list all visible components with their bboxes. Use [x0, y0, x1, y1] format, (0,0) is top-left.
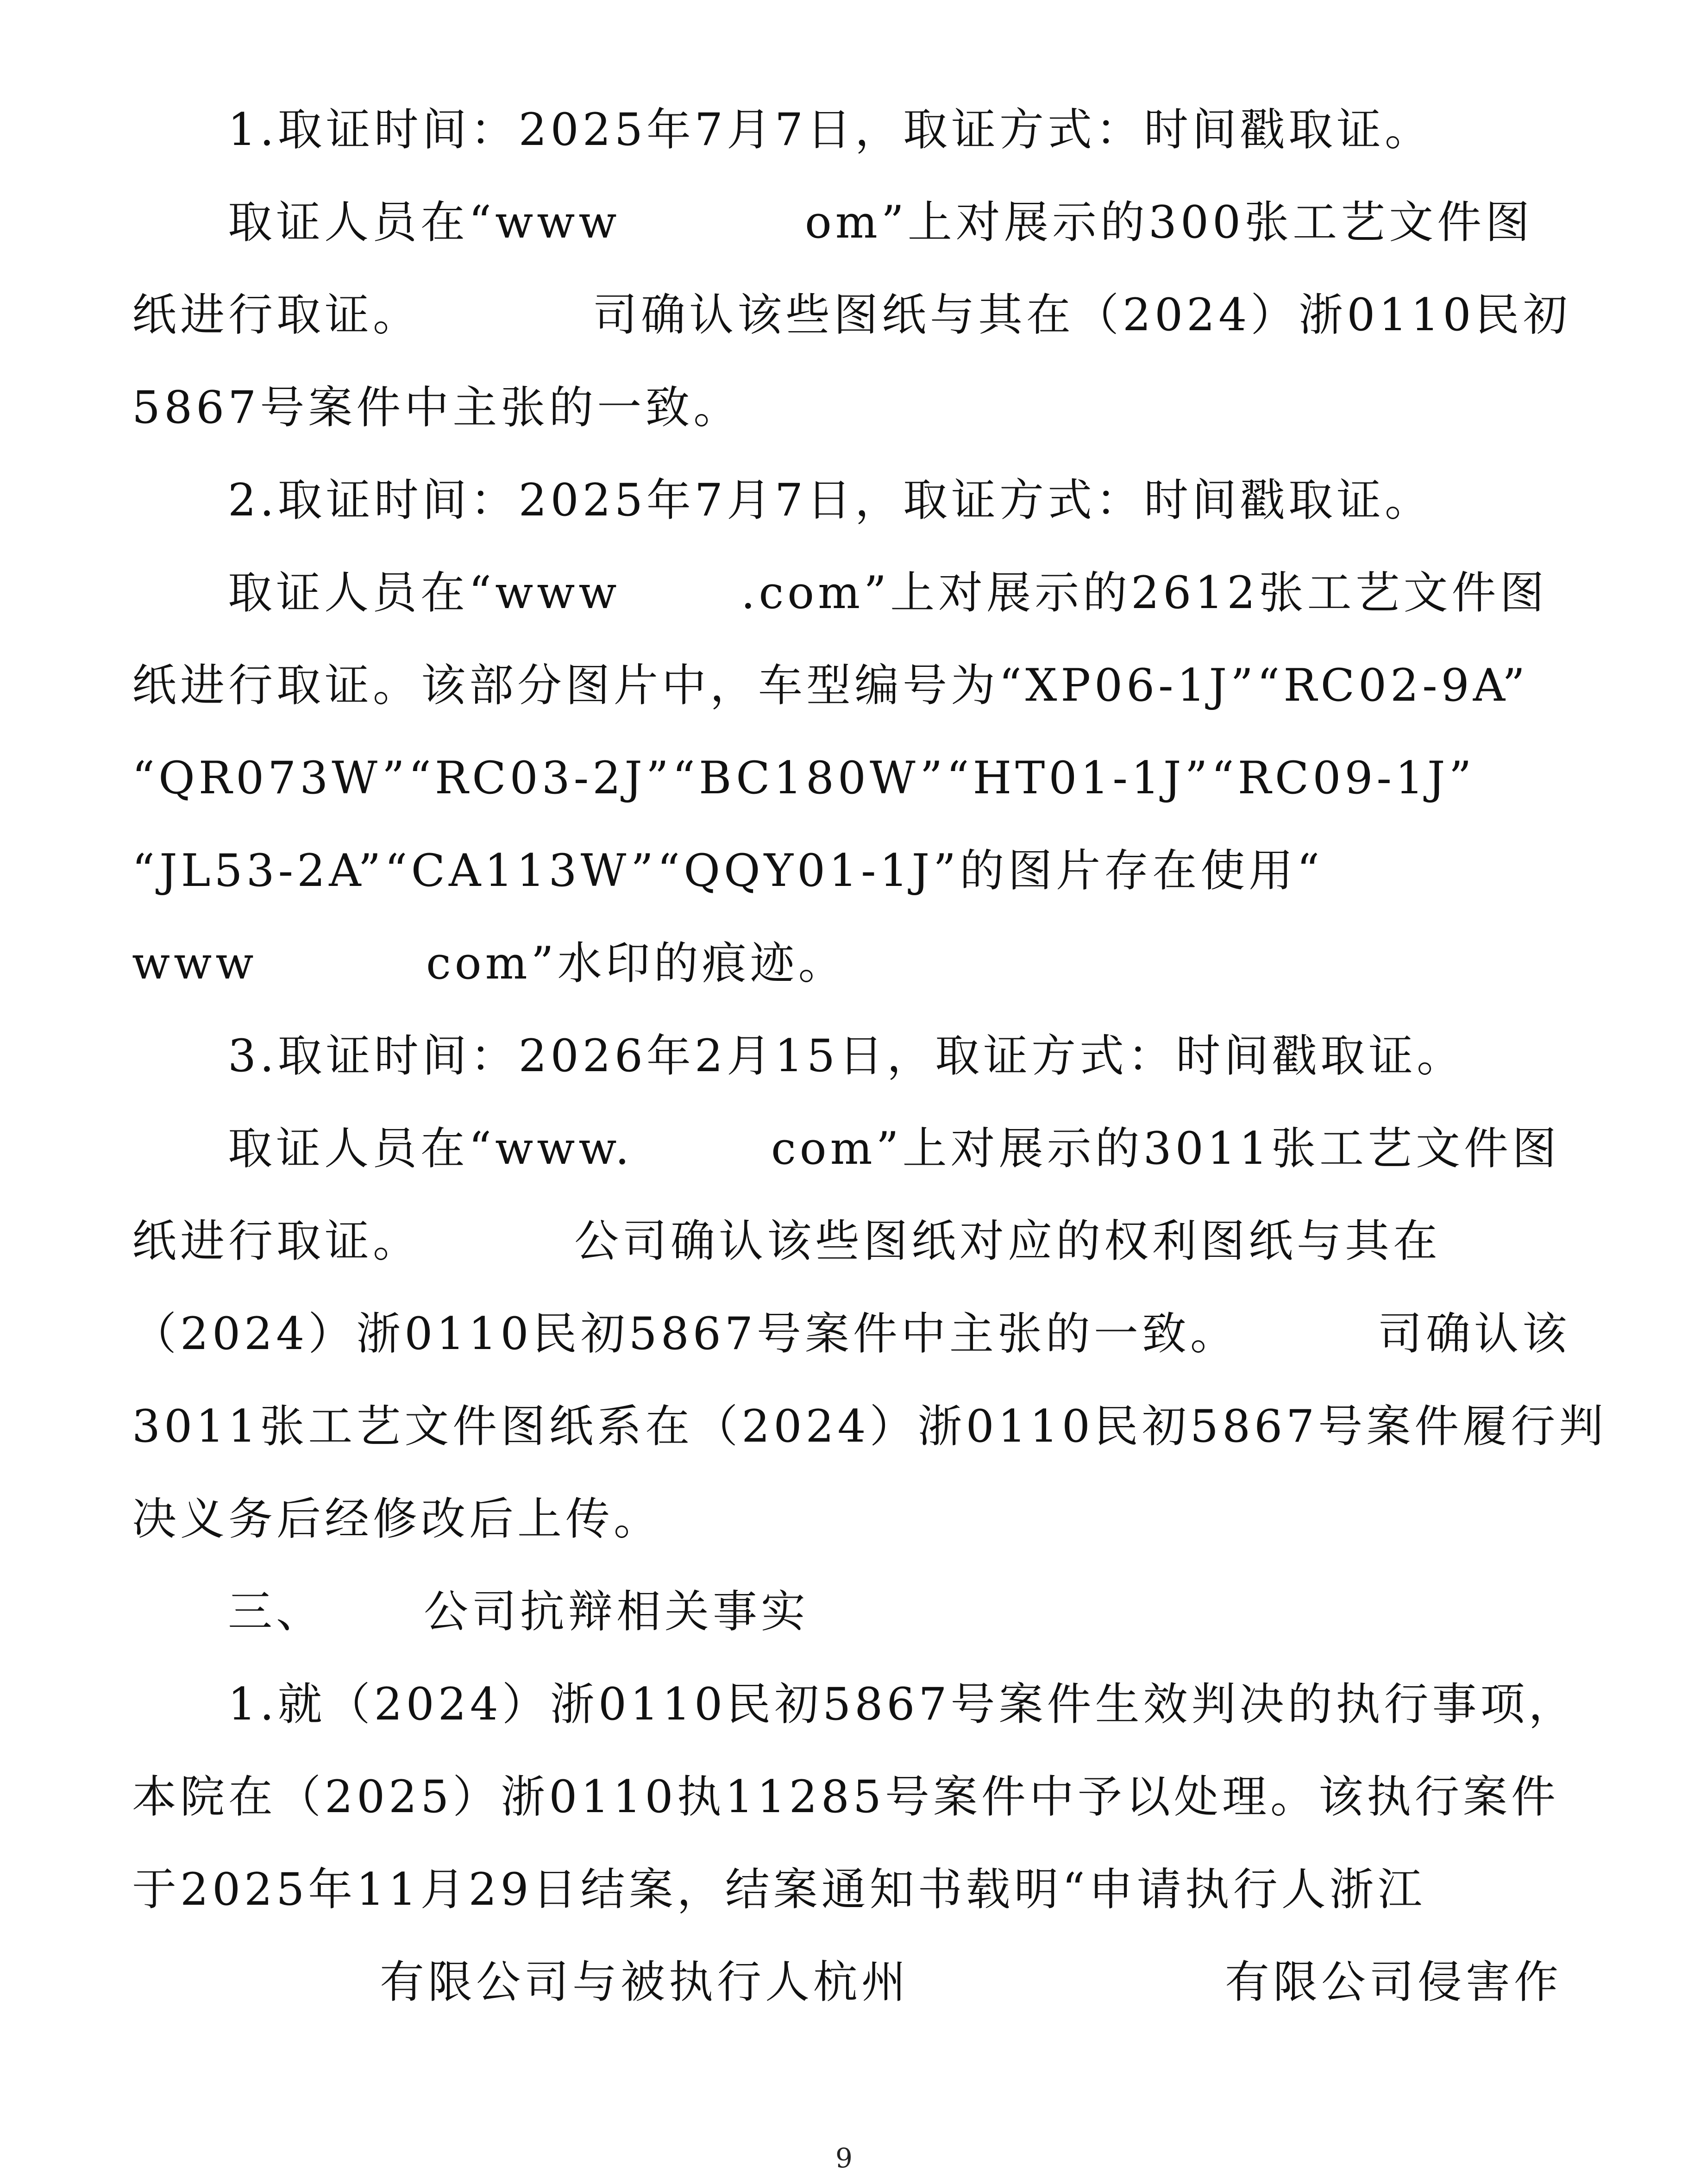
paragraph-line — [0, 287, 1688, 343]
text-segment: 纸进行取证。 — [132, 289, 421, 341]
paragraph-line — [0, 1491, 1688, 1547]
text-segment: 取证人员在“www — [228, 196, 621, 248]
text-segment: 纸进行取证。 — [132, 1215, 421, 1267]
text-segment: 本院在（2025）浙0110执11285号案件中予以处理。该执行案件 — [132, 1771, 1560, 1823]
paragraph-line — [0, 565, 1688, 621]
text-segment: 司确认该 — [1378, 1308, 1570, 1360]
paragraph-line — [0, 380, 1688, 435]
paragraph-line — [0, 1121, 1688, 1176]
text-segment: 取证人员在“www. — [228, 1123, 633, 1174]
paragraph-line — [0, 1954, 1688, 2010]
text-segment: 5867号案件中主张的一致。 — [132, 382, 742, 433]
paragraph-line — [0, 1676, 1688, 1732]
paragraph-line — [0, 1769, 1688, 1825]
paragraph-line — [0, 1862, 1688, 1917]
paragraph-line — [0, 1028, 1688, 1084]
text-segment: 2.取证时间：2025年7月7日，取证方式：时间戳取证。 — [228, 474, 1433, 526]
section-number: 三、 — [228, 1586, 324, 1638]
paragraph-line — [0, 750, 1688, 806]
paragraph-line — [0, 1213, 1688, 1269]
text-segment: 3.取证时间：2026年2月15日，取证方式：时间戳取证。 — [228, 1030, 1465, 1082]
text-segment: “JL53-2A”“CA113W”“QQY01-1J”的图片存在使用“ — [132, 845, 1324, 897]
text-segment: 于2025年11月29日结案，结案通知书载明“申请执行人浙江 — [132, 1864, 1426, 1915]
text-segment: 1.取证时间：2025年7月7日，取证方式：时间戳取证。 — [228, 104, 1433, 156]
text-segment: “QR073W”“RC03-2J”“BC180W”“HT01-1J”“RC09-1J” — [132, 752, 1475, 804]
text-segment: com”水印的痕迹。 — [426, 937, 847, 989]
text-segment: 3011张工艺文件图纸系在（2024）浙0110民初5867号案件履行判 — [132, 1400, 1607, 1452]
section-title: 公司抗辩相关事实 — [424, 1586, 809, 1638]
text-segment: 司确认该些图纸与其在（2024）浙0110民初 — [593, 289, 1571, 341]
paragraph-line — [0, 658, 1688, 713]
paragraph-line — [0, 843, 1688, 898]
text-segment: com”上对展示的3011张工艺文件图 — [771, 1123, 1560, 1174]
paragraph-line — [0, 195, 1688, 250]
paragraph-line — [0, 1306, 1688, 1362]
paragraph-line — [0, 102, 1688, 157]
text-segment: om”上对展示的300张工艺文件图 — [805, 196, 1534, 248]
text-segment: 1.就（2024）浙0110民初5867号案件生效判决的执行事项， — [228, 1678, 1577, 1730]
text-segment: 取证人员在“www — [228, 567, 621, 619]
text-segment: 纸进行取证。该部分图片中，车型编号为“XP06-1J”“RC02-9A” — [132, 659, 1529, 711]
text-segment: 有限公司侵害作 — [1225, 1956, 1562, 2008]
paragraph-line — [0, 935, 1688, 991]
section-heading — [0, 1584, 1688, 1639]
text-segment: www — [132, 937, 257, 989]
text-segment: 公司确认该些图纸对应的权利图纸与其在 — [574, 1215, 1441, 1267]
text-segment: .com”上对展示的2612张工艺文件图 — [741, 567, 1548, 619]
text-segment: 有限公司与被执行人杭州 — [380, 1956, 910, 2008]
paragraph-line — [0, 1399, 1688, 1454]
page-number: 9 — [835, 2142, 853, 2174]
text-segment: （2024）浙0110民初5867号案件中主张的一致。 — [132, 1308, 1238, 1360]
paragraph-line — [0, 472, 1688, 528]
text-segment: 决义务后经修改后上传。 — [132, 1493, 662, 1545]
